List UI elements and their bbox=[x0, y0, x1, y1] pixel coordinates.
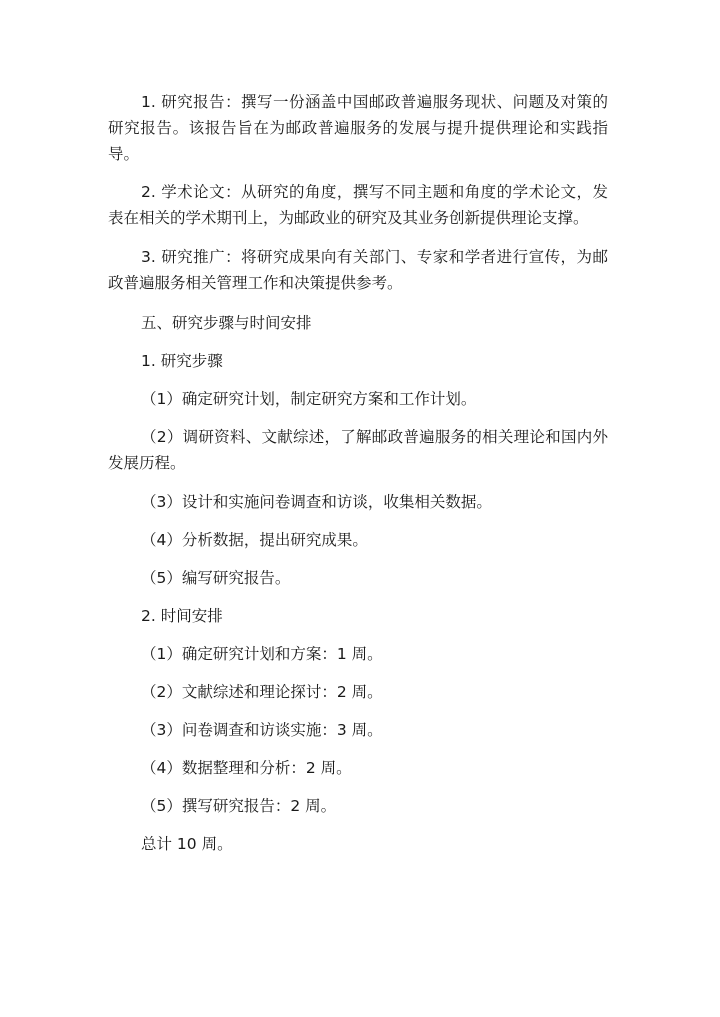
list-item-schedule-3: （3）问卷调查和访谈实施：3 周。 bbox=[141, 721, 383, 739]
list-item-schedule-2: （2）文献综述和理论探讨：2 周。 bbox=[141, 683, 383, 701]
paragraph-research-report: 1. 研究报告：撰写一份涵盖中国邮政普遍服务现状、问题及对策的研究报告。该报告旨在为邮政普遍服务的发展与提升提供理论和实践指导。 bbox=[108, 93, 608, 163]
section-heading-steps-schedule: 五、研究步骤与时间安排 bbox=[141, 314, 312, 332]
subheading-schedule: 2. 时间安排 bbox=[141, 607, 223, 625]
list-item-step-5: （5）编写研究报告。 bbox=[141, 569, 291, 587]
subheading-research-steps: 1. 研究步骤 bbox=[141, 352, 223, 370]
list-item-step-2: （2）调研资料、文献综述，了解邮政普遍服务的相关理论和国内外发展历程。 bbox=[108, 428, 608, 472]
list-item-schedule-4: （4）数据整理和分析：2 周。 bbox=[141, 759, 352, 777]
list-item-schedule-5: （5）撰写研究报告：2 周。 bbox=[141, 797, 337, 815]
list-item-step-1: （1）确定研究计划，制定研究方案和工作计划。 bbox=[141, 390, 477, 408]
list-item-step-3: （3）设计和实施问卷调查和访谈，收集相关数据。 bbox=[141, 493, 492, 511]
paragraph-research-promotion: 3. 研究推广：将研究成果向有关部门、专家和学者进行宣传，为邮政普遍服务相关管理工作和决策提供参考。 bbox=[108, 248, 608, 292]
paragraph-academic-papers: 2. 学术论文：从研究的角度，撰写不同主题和角度的学术论文，发表在相关的学术期刊上，为邮政业的研究及其业务创新提供理论支撑。 bbox=[108, 183, 608, 227]
list-item-schedule-1: （1）确定研究计划和方案：1 周。 bbox=[141, 645, 383, 663]
total-duration: 总计 10 周。 bbox=[141, 835, 233, 853]
list-item-step-4: （4）分析数据，提出研究成果。 bbox=[141, 531, 368, 549]
